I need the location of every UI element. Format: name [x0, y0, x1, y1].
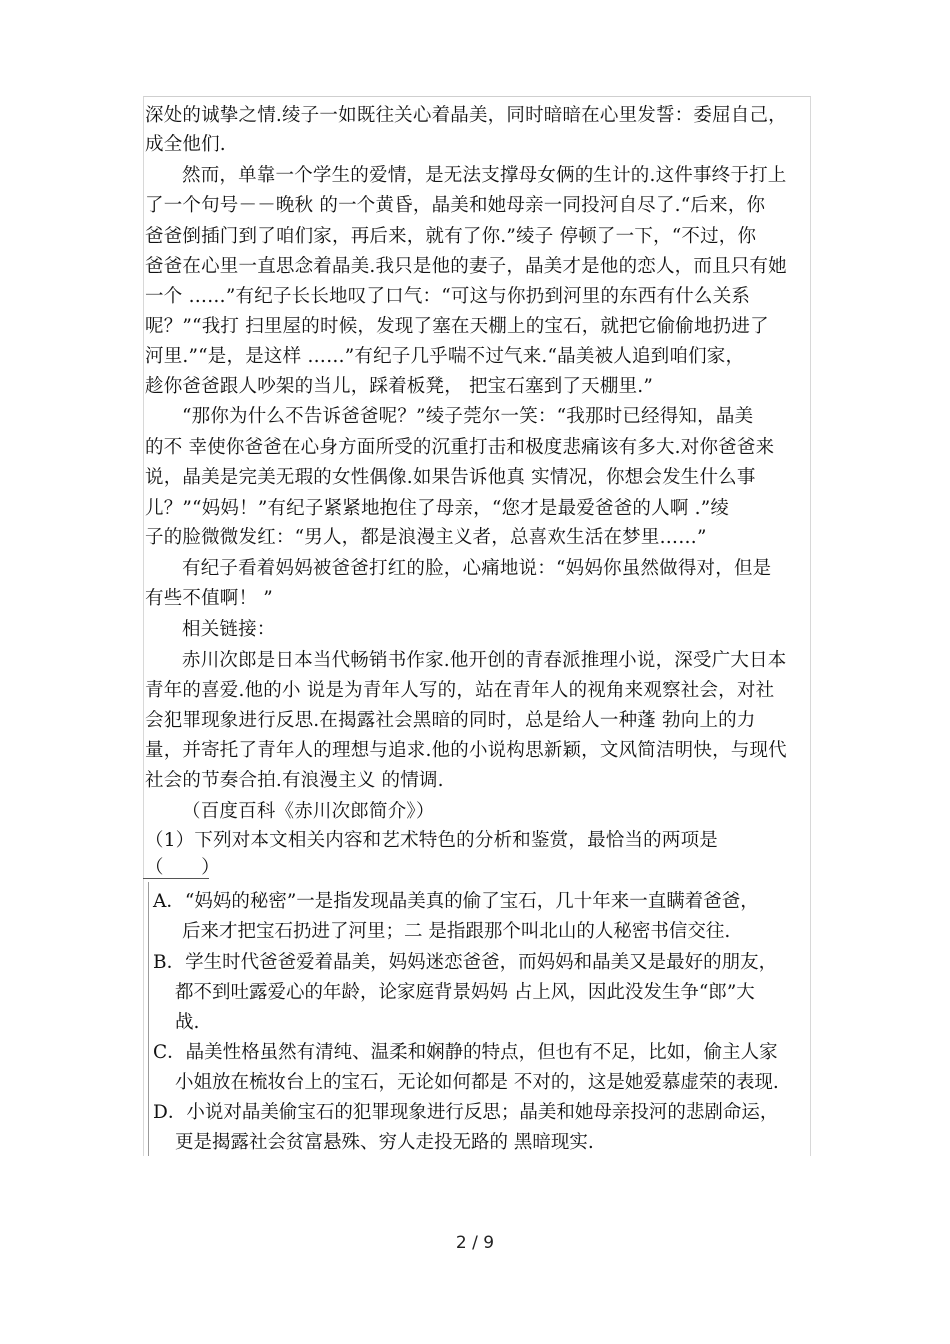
paragraph-line: 呢？”“我打 扫里屋的时候，发现了塞在天棚上的宝石，就把它偷偷地扔进了	[145, 316, 769, 337]
paragraph-line: 的不 幸使你爸爸在心身方面所受的沉重打击和极度悲痛该有多大.对你爸爸来	[145, 437, 775, 458]
paragraph-line: 有些不值啊！ ”	[145, 588, 273, 609]
option-d-continued: 更是揭露社会贫富悬殊、穷人走投无路的 黑暗现实.	[175, 1132, 594, 1153]
source-citation: （百度百科《赤川次郎简介》）	[182, 801, 435, 822]
paragraph-line: 青年的喜爱.他的小 说是为青年人写的，站在青年人的视角来观察社会，对社	[145, 680, 775, 701]
paragraph-line: 成全他们.	[145, 134, 226, 155]
paragraph-line: 会犯罪现象进行反思.在揭露社会黑暗的同时，总是给人一种蓬 勃向上的力	[145, 710, 756, 731]
paragraph-line: 深处的诚挚之情.绫子一如既往关心着晶美，同时暗暗在心里发誓：委屈自己，	[145, 105, 787, 126]
paragraph-line: 赤川次郎是日本当代畅销书作家.他开创的青春派推理小说，深受广大日本	[182, 650, 787, 671]
paragraph-line: 说，晶美是完美无瑕的女性偶像.如果告诉他真 实情况，你想会发生什么事	[145, 467, 756, 488]
option-a-continued: 后来才把宝石扔进了河里；二 是指跟那个叫北山的人秘密书信交往.	[182, 921, 731, 942]
paragraph-line: 了一个句号－－晚秋 的一个黄昏，晶美和她母亲一同投河自尽了.“后来，你	[145, 195, 766, 216]
option-b-continued: 都不到吐露爱心的年龄，论家庭背景妈妈 占上风，因此没发生争“郎”大	[175, 982, 755, 1003]
paragraph-line: “那你为什么不告诉爸爸呢？”绫子莞尔一笑：“我那时已经得知，晶美	[182, 406, 754, 427]
option-c-continued: 小姐放在梳妆台上的宝石，无论如何都是 不对的，这是她爱慕虚荣的表现.	[175, 1072, 779, 1093]
option-b: B．学生时代爸爸爱着晶美，妈妈迷恋爸爸，而妈妈和晶美又是最好的朋友，	[153, 952, 778, 973]
option-c: C．晶美性格虽然有清纯、温柔和娴静的特点，但也有不足，比如，偷主人家	[153, 1042, 778, 1063]
paragraph-line: 趁你爸爸跟人吵架的当儿，踩着板凳， 把宝石塞到了天棚里.”	[145, 376, 654, 397]
section-heading: 相关链接：	[182, 619, 276, 640]
paragraph-line: 量，并寄托了青年人的理想与追求.他的小说构思新颖，文风简洁明快，与现代	[145, 740, 787, 761]
paragraph-line: 爸爸在心里一直思念着晶美.我只是他的妻子，晶美才是他的恋人，而且只有她	[145, 256, 787, 277]
paragraph-line: 一个 ……”有纪子长长地叹了口气：“可这与你扔到河里的东西有什么关系	[145, 286, 751, 307]
paragraph-line: 子的脸微微发红：“男人，都是浪漫主义者，总喜欢生活在梦里……”	[145, 527, 707, 548]
page-number: 2 / 9	[455, 1233, 495, 1253]
question-stem: （1）下列对本文相关内容和艺术特色的分析和鉴赏，最恰当的两项是	[145, 830, 718, 851]
paragraph-line: 社会的节奏合拍.有浪漫主义 的情调.	[145, 770, 444, 791]
paragraph-line: 爸爸倒插门到了咱们家，再后来，就有了你.”绫子 停顿了一下，“不过，你	[145, 226, 757, 247]
option-a: A．“妈妈的秘密”一是指发现晶美真的偷了宝石，几十年来一直瞒着爸爸，	[153, 891, 759, 912]
option-b-continued: 战.	[175, 1012, 200, 1033]
paragraph-line: 儿？”“妈妈！”有纪子紧紧地抱住了母亲，“您才是最爱爸爸的人啊 .”绫	[145, 498, 730, 519]
paragraph-line: 然而，单靠一个学生的爱情，是无法支撑母女俩的生计的.这件事终于打上	[182, 165, 787, 186]
options-divider	[148, 882, 149, 1156]
paragraph-line: 河里.”“是，是这样 ……”有纪子几乎喘不过气来.“晶美被人追到咱们家，	[145, 346, 745, 367]
option-d: D．小说对晶美偷宝石的犯罪现象进行反思；晶美和她母亲投河的悲剧命运，	[153, 1102, 779, 1123]
paragraph-line: 有纪子看着妈妈被爸爸打红的脸，心痛地说：“妈妈你虽然做得对，但是	[182, 558, 772, 579]
answer-parentheses: （ ）	[145, 857, 220, 878]
